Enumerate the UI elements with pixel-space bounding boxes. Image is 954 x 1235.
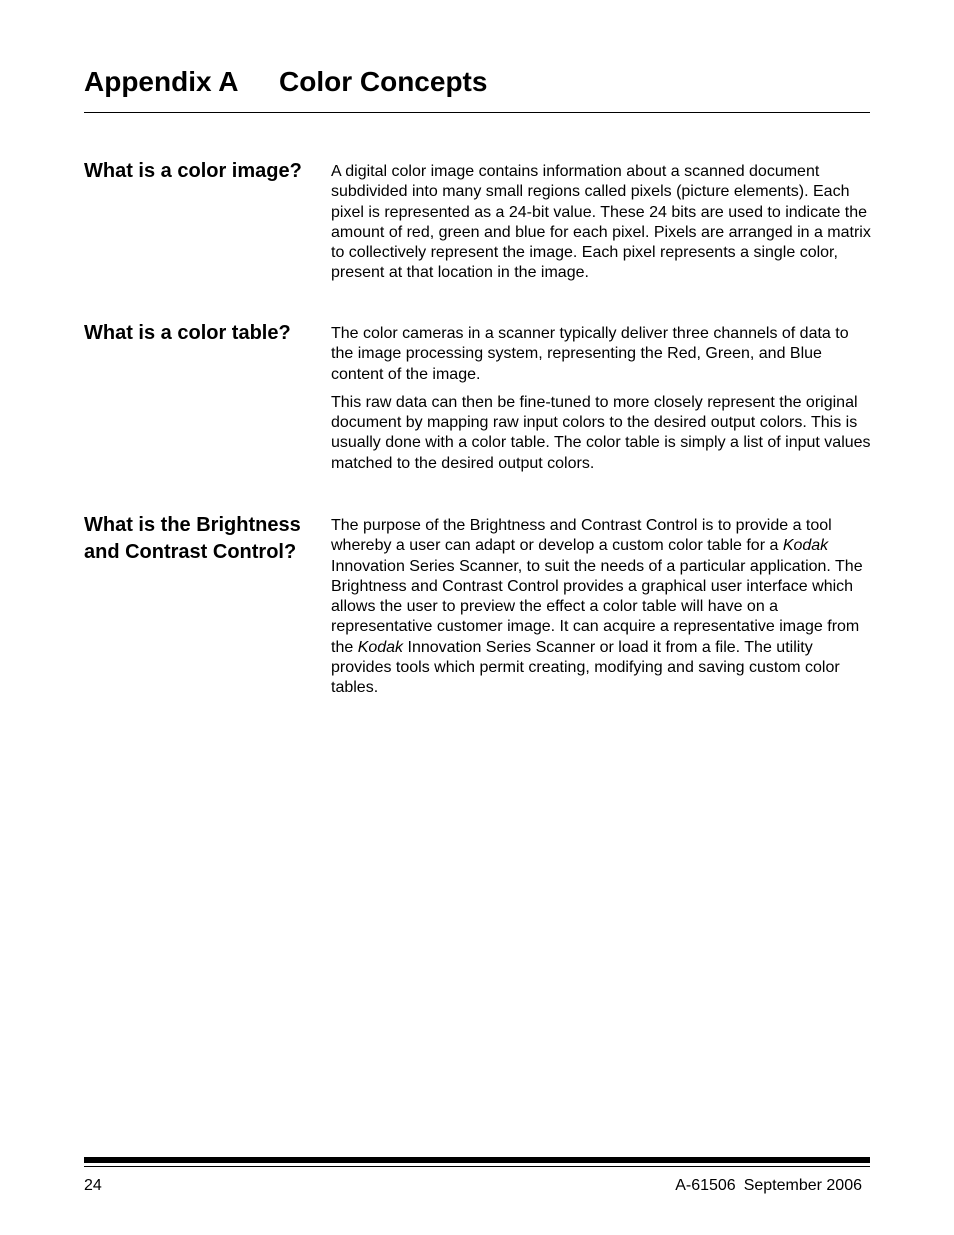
paragraph-text: Innovation Series Scanner, to suit the needs of a particular application. The Brightness and Contrast Control provides a graphical user interface which allows the user to preview the effect a color table will have on a representative customer image. It can acquire a representative image from the xyxy=(331,557,863,656)
chapter-title: Color Concepts xyxy=(279,66,488,97)
paragraph-text: The purpose of the Brightness and Contrast Control is to provide a tool whereby a user can adapt or develop a custom color table for a xyxy=(331,517,832,555)
section-body xyxy=(331,516,871,707)
footer-rule-thick xyxy=(84,1157,870,1163)
section-body xyxy=(331,324,871,482)
body-paragraph: The color cameras in a scanner typically deliver three channels of data to the image processing system, representing the Red, Green, and Blue content of the image. xyxy=(331,325,849,383)
page-number: 24 xyxy=(84,1177,102,1194)
document-id: A-61506 xyxy=(675,1177,736,1194)
body-paragraph xyxy=(331,516,871,699)
brand-name: Kodak xyxy=(357,638,404,656)
document-info xyxy=(675,1175,862,1197)
section-heading: What is the Brightness and Contrast Control? xyxy=(84,514,301,563)
appendix-label: Appendix A xyxy=(84,66,239,97)
page-title xyxy=(84,60,870,104)
section-heading: What is a color table? xyxy=(84,322,291,344)
paragraph-text: Innovation Series Scanner or load it from a file. The utility provides tools which permit creating, modifying and saving custom color tables. xyxy=(331,638,840,697)
body-paragraph: This raw data can then be fine-tuned to more closely represent the original document by mapping raw input colors to the desired output colors. This is usually done with a color table. The color table is simply a list of input values matched to the desired output colors. xyxy=(331,393,871,472)
brand-name: Kodak xyxy=(782,537,829,555)
publication-date: September 2006 xyxy=(743,1177,862,1194)
section-body xyxy=(331,162,871,292)
footer-rule-thin xyxy=(84,1166,870,1167)
body-paragraph: A digital color image contains information about a scanned document subdivided into many small regions called pixels (picture elements). Each pixel is represented as a 24-bit value. These 24 bits are used to indicate the amount of red, green and blue for each pixel. Pixels are arranged in a matrix to collectively represent the image. Each pixel represents a single color, present at that location in the image. xyxy=(331,163,871,282)
page-header xyxy=(84,60,870,113)
section-heading: What is a color image? xyxy=(84,160,302,182)
